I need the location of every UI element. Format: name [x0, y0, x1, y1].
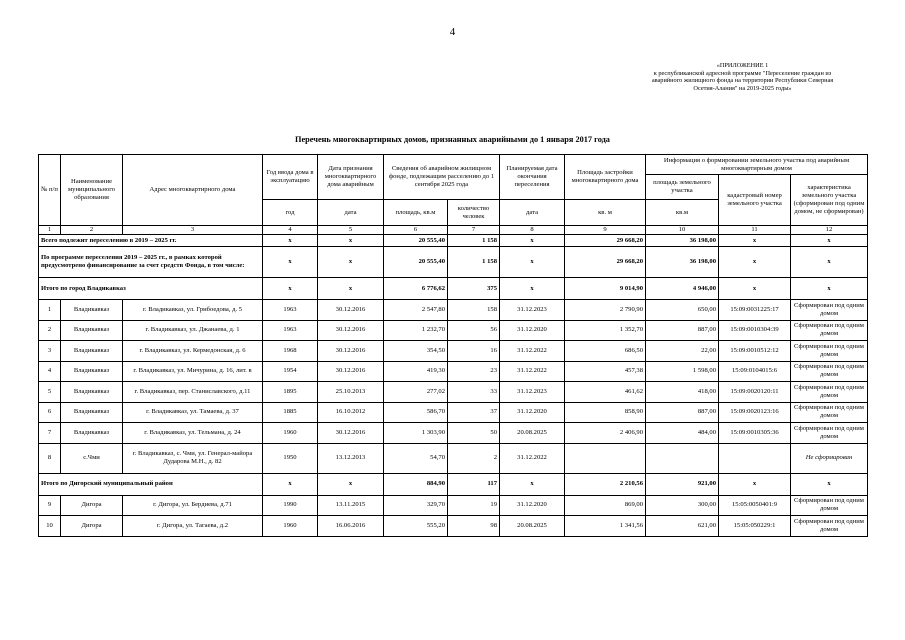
row-planned-date: 20.08.2025	[500, 423, 565, 444]
row-municipality: с.Чми	[61, 443, 123, 473]
row-building-area: 457,38	[565, 361, 646, 382]
row-planned-date: 31.12.2022	[500, 443, 565, 473]
total-date: х	[318, 235, 384, 247]
header-emergency-info: Сведения об аварийном жилищном фонде, подлежащим расселению до 1 сентября 2025 года	[384, 155, 500, 200]
row-year: 1950	[263, 443, 318, 473]
row-land-area: 484,00	[646, 423, 719, 444]
total-row	[39, 247, 868, 278]
total-building-area: 2 210,56	[565, 473, 646, 495]
column-number: 11	[719, 226, 791, 235]
row-year: 1963	[263, 320, 318, 341]
table-body	[39, 235, 868, 537]
row-people: 56	[448, 320, 500, 341]
column-number: 3	[123, 226, 263, 235]
unit-sqm: кв.м	[646, 200, 719, 226]
appendix-line: к республиканской адресной программе "Переселение граждан из	[653, 69, 832, 77]
row-land-area: 650,00	[646, 300, 719, 321]
page-number: 4	[449, 26, 456, 38]
total-date: х	[318, 278, 384, 300]
row-date-emergency: 13.12.2013	[318, 443, 384, 473]
document-title: Перечень многоквартирных домов, признанных аварийными до 1 января 2017 года	[295, 135, 610, 144]
row-area: 1 303,90	[384, 423, 448, 444]
total-land-area: 921,00	[646, 473, 719, 495]
table-row	[39, 300, 868, 321]
table-row	[39, 361, 868, 382]
row-number: 3	[39, 341, 61, 362]
row-date-emergency: 16.06.2016	[318, 516, 384, 537]
appendix-line: Осетия-Алания" на 2019-2025 годы»	[693, 84, 792, 92]
row-people: 37	[448, 402, 500, 423]
total-land-char: х	[791, 473, 868, 495]
row-year: 1885	[263, 402, 318, 423]
row-land-area: 887,00	[646, 320, 719, 341]
total-cadastral: х	[719, 473, 791, 495]
row-number: 4	[39, 361, 61, 382]
column-number: 12	[791, 226, 868, 235]
row-land-area: 300,00	[646, 495, 719, 516]
total-building-area: 29 668,20	[565, 235, 646, 247]
row-area: 555,20	[384, 516, 448, 537]
row-people: 19	[448, 495, 500, 516]
row-address: г. Владикавказ, с. Чми, ул. Генерал-майора Дударова М.Н., д. 82	[123, 443, 263, 473]
unit-date: дата	[500, 200, 565, 226]
column-number: 9	[565, 226, 646, 235]
row-area: 277,02	[384, 382, 448, 403]
header-building-area: Площадь застройки многоквартирного дома	[565, 155, 646, 200]
header-land-area: площадь земельного участка	[646, 175, 719, 200]
header-num: № п/п	[39, 155, 61, 226]
row-building-area: 461,62	[565, 382, 646, 403]
row-cadastral: 15:05:0050401:9	[719, 495, 791, 516]
total-planned: х	[500, 473, 565, 495]
row-municipality: Владикавказ	[61, 382, 123, 403]
row-people: 33	[448, 382, 500, 403]
row-area: 1 232,70	[384, 320, 448, 341]
total-area: 20 555,40	[384, 235, 448, 247]
row-cadastral: 15:09:0010512:12	[719, 341, 791, 362]
row-land-area: 621,00	[646, 516, 719, 537]
row-address: г. Владикавказ, пер. Станиславского, д.11	[123, 382, 263, 403]
header-planned-date: Планируемая дата окончания переселения	[500, 155, 565, 200]
total-label: Итого по город Владикавказ	[39, 278, 263, 300]
row-land-char: Сформирован под одним домом	[791, 423, 868, 444]
row-year: 1954	[263, 361, 318, 382]
total-area: 884,90	[384, 473, 448, 495]
row-year: 1895	[263, 382, 318, 403]
row-people: 16	[448, 341, 500, 362]
total-date: х	[318, 473, 384, 495]
table-row	[39, 423, 868, 444]
row-address: г. Владикавказ, ул. Джанаева, д. 1	[123, 320, 263, 341]
total-land-area: 36 198,00	[646, 247, 719, 278]
header-municipality: Наименование муниципального образования	[61, 155, 123, 226]
row-municipality: Владикавказ	[61, 423, 123, 444]
total-year: х	[263, 235, 318, 247]
row-area: 2 547,80	[384, 300, 448, 321]
row-land-char: Сформирован под одним домом	[791, 300, 868, 321]
total-date: х	[318, 247, 384, 278]
row-people: 158	[448, 300, 500, 321]
column-number: 5	[318, 226, 384, 235]
unit-sqm: кв. м	[565, 200, 646, 226]
row-date-emergency: 13.11.2015	[318, 495, 384, 516]
row-number: 6	[39, 402, 61, 423]
row-date-emergency: 30.12.2016	[318, 300, 384, 321]
row-building-area: 2 790,90	[565, 300, 646, 321]
row-planned-date: 20.08.2025	[500, 516, 565, 537]
row-land-char: Сформирован под одним домом	[791, 361, 868, 382]
row-municipality: Дигора	[61, 495, 123, 516]
row-date-emergency: 30.12.2016	[318, 423, 384, 444]
total-land-char: х	[791, 235, 868, 247]
row-people: 50	[448, 423, 500, 444]
column-numbers-row	[39, 226, 868, 235]
row-address: г. Дигора, ул. Тагаева, д.2	[123, 516, 263, 537]
total-row	[39, 235, 868, 247]
total-planned: х	[500, 247, 565, 278]
row-number: 10	[39, 516, 61, 537]
row-municipality: Дигора	[61, 516, 123, 537]
row-area: 354,50	[384, 341, 448, 362]
unit-sqm: площадь, кв.м	[384, 200, 448, 226]
total-row	[39, 278, 868, 300]
row-date-emergency: 30.12.2016	[318, 320, 384, 341]
row-municipality: Владикавказ	[61, 361, 123, 382]
total-planned: х	[500, 235, 565, 247]
row-planned-date: 31.12.2022	[500, 341, 565, 362]
row-planned-date: 31.12.2023	[500, 382, 565, 403]
header-land-info: Информация о формировании земельного участка под аварийным многоквартирным домом	[646, 155, 868, 175]
table-header	[39, 155, 868, 235]
row-year: 1960	[263, 516, 318, 537]
row-number: 8	[39, 443, 61, 473]
appendix-line: «ПРИЛОЖЕНИЕ 1	[716, 62, 769, 69]
row-date-emergency: 16.10.2012	[318, 402, 384, 423]
row-land-char: Сформирован под одним домом	[791, 382, 868, 403]
row-land-char: Сформирован под одним домом	[791, 341, 868, 362]
row-building-area: 869,00	[565, 495, 646, 516]
row-cadastral: 15:09:0020120:11	[719, 382, 791, 403]
row-building-area: 1 341,56	[565, 516, 646, 537]
total-year: х	[263, 278, 318, 300]
total-people: 1 158	[448, 235, 500, 247]
appendix-caption	[620, 62, 865, 92]
row-address: г. Владикавказ, ул. Мичурина, д. 16, лит. в	[123, 361, 263, 382]
row-municipality: Владикавказ	[61, 300, 123, 321]
row-land-area: 418,00	[646, 382, 719, 403]
row-number: 7	[39, 423, 61, 444]
row-year: 1963	[263, 300, 318, 321]
row-date-emergency: 30.12.2016	[318, 341, 384, 362]
total-land-area: 36 198,00	[646, 235, 719, 247]
row-cadastral: 15:09:0031225:17	[719, 300, 791, 321]
total-land-char: х	[791, 278, 868, 300]
row-area: 419,30	[384, 361, 448, 382]
row-municipality: Владикавказ	[61, 402, 123, 423]
row-area: 586,70	[384, 402, 448, 423]
row-cadastral: 15:09:0010305:36	[719, 423, 791, 444]
row-address: г. Владикавказ, ул. Тельмана, д. 24	[123, 423, 263, 444]
row-planned-date: 31.12.2023	[500, 300, 565, 321]
row-date-emergency: 25.10.2013	[318, 382, 384, 403]
row-land-area	[646, 443, 719, 473]
row-building-area: 686,50	[565, 341, 646, 362]
row-land-char: Сформирован под одним домом	[791, 402, 868, 423]
row-year: 1990	[263, 495, 318, 516]
row-cadastral: 15:05:050229:1	[719, 516, 791, 537]
table-row	[39, 341, 868, 362]
row-area: 54,70	[384, 443, 448, 473]
row-number: 9	[39, 495, 61, 516]
column-number: 2	[61, 226, 123, 235]
row-land-char: Сформирован под одним домом	[791, 320, 868, 341]
total-building-area: 29 668,20	[565, 247, 646, 278]
row-land-char: Сформирован под одним домом	[791, 516, 868, 537]
total-people: 375	[448, 278, 500, 300]
houses-table	[38, 154, 868, 537]
row-planned-date: 31.12.2020	[500, 495, 565, 516]
row-land-area: 22,00	[646, 341, 719, 362]
row-land-char: Не сформирован	[791, 443, 868, 473]
total-land-char: х	[791, 247, 868, 278]
total-building-area: 9 014,90	[565, 278, 646, 300]
total-cadastral: х	[719, 278, 791, 300]
total-cadastral: х	[719, 235, 791, 247]
row-planned-date: 31.12.2022	[500, 361, 565, 382]
table-row	[39, 402, 868, 423]
row-land-area: 1 598,00	[646, 361, 719, 382]
table-row	[39, 320, 868, 341]
unit-people: количество человек	[448, 200, 500, 226]
row-address: г. Дигора, ул. Бердиева, д.71	[123, 495, 263, 516]
total-cadastral: х	[719, 247, 791, 278]
table-row	[39, 495, 868, 516]
row-people: 98	[448, 516, 500, 537]
row-area: 329,70	[384, 495, 448, 516]
row-cadastral: 15:09:0010304:39	[719, 320, 791, 341]
total-year: х	[263, 247, 318, 278]
total-land-area: 4 946,00	[646, 278, 719, 300]
row-people: 23	[448, 361, 500, 382]
column-number: 1	[39, 226, 61, 235]
total-label: Всего подлежит переселению в 2019 – 2025 гг.	[39, 235, 263, 247]
table-row	[39, 516, 868, 537]
row-number: 1	[39, 300, 61, 321]
unit-date: дата	[318, 200, 384, 226]
row-planned-date: 31.12.2020	[500, 402, 565, 423]
row-building-area: 2 406,90	[565, 423, 646, 444]
total-area: 20 555,40	[384, 247, 448, 278]
row-building-area: 858,90	[565, 402, 646, 423]
row-year: 1968	[263, 341, 318, 362]
header-address: Адрес многоквартирного дома	[123, 155, 263, 226]
row-land-char: Сформирован под одним домом	[791, 495, 868, 516]
row-planned-date: 31.12.2020	[500, 320, 565, 341]
column-number: 4	[263, 226, 318, 235]
header-year: Год ввода дома в эксплуатацию	[263, 155, 318, 200]
row-cadastral: 15:09:0104015:6	[719, 361, 791, 382]
row-number: 2	[39, 320, 61, 341]
row-address: г. Владикавказ, ул. Кермедонская, д. 6	[123, 341, 263, 362]
total-people: 1 158	[448, 247, 500, 278]
total-area: 6 776,62	[384, 278, 448, 300]
column-number: 10	[646, 226, 719, 235]
row-date-emergency: 30.12.2016	[318, 361, 384, 382]
total-label: По программе переселения 2019 – 2025 гг., в рамках которой предусмотрено финансирование за счет средств Фонда, в том числе:	[39, 247, 263, 278]
header-date-emergency: Дата признания многоквартирного дома аварийным	[318, 155, 384, 200]
total-row	[39, 473, 868, 495]
row-land-area: 887,00	[646, 402, 719, 423]
column-number: 7	[448, 226, 500, 235]
row-building-area	[565, 443, 646, 473]
row-people: 2	[448, 443, 500, 473]
row-municipality: Владикавказ	[61, 341, 123, 362]
row-address: г. Владикавказ, ул. Тамаева, д. 37	[123, 402, 263, 423]
column-number: 8	[500, 226, 565, 235]
row-address: г. Владикавказ, ул. Грибоедова, д. 5	[123, 300, 263, 321]
total-people: 117	[448, 473, 500, 495]
unit-year: год	[263, 200, 318, 226]
total-label: Итого по Дигорский муниципальный район	[39, 473, 263, 495]
table-row	[39, 382, 868, 403]
row-cadastral	[719, 443, 791, 473]
row-municipality: Владикавказ	[61, 320, 123, 341]
row-building-area: 1 352,70	[565, 320, 646, 341]
row-cadastral: 15:09:0020123:16	[719, 402, 791, 423]
column-number: 6	[384, 226, 448, 235]
appendix-line: аварийного жилищного фонда на территории Республики Северная	[651, 77, 834, 85]
row-year: 1960	[263, 423, 318, 444]
row-number: 5	[39, 382, 61, 403]
header-cadastral: кадастровый номер земельного участка	[719, 175, 791, 226]
table-row	[39, 443, 868, 473]
total-year: х	[263, 473, 318, 495]
header-land-char: характеристика земельного участка (сформирован под одним домом, не сформирован)	[791, 175, 868, 226]
total-planned: х	[500, 278, 565, 300]
